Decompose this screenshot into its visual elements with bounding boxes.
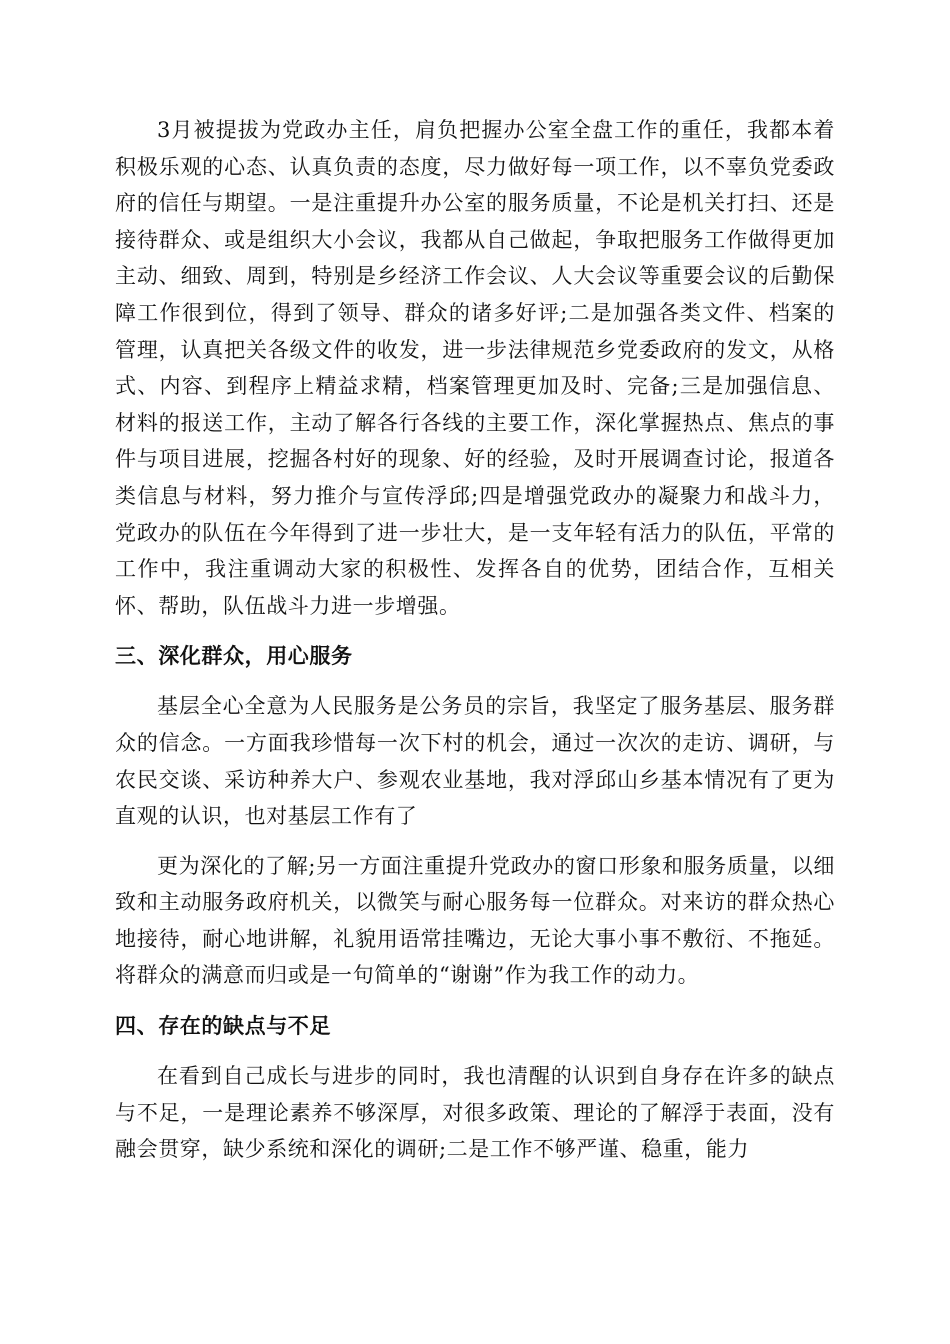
body-paragraph: 基层全心全意为人民服务是公务员的宗旨，我坚定了服务基层、服务群众的信念。一方面我珍惜每一次下村的机会，通过一次次的走访、调研，与农民交谈、采访种养大户、参观农业基地，我对浮邱山乡基本情况有了更为直观的认识，也对基层工作有了 (115, 694, 835, 829)
document-page (115, 112, 835, 1168)
section-heading-4: 四、存在的缺点与不足 (115, 1014, 331, 1039)
section-heading-3: 三、深化群众，用心服务 (115, 644, 353, 669)
body-paragraph: 更为深化的了解;另一方面注重提升党政办的窗口形象和服务质量，以细致和主动服务政府机关，以微笑与耐心服务每一位群众。对来访的群众热心地接待，耐心地讲解，礼貌用语常挂嘴边，无论大事小事不敷衍、不拖延。将群众的满意而归或是一句简单的“谢谢”作为我工作的动力。 (115, 853, 835, 988)
body-paragraph: 在看到自己成长与进步的同时，我也清醒的认识到自身存在许多的缺点与不足，一是理论素养不够深厚，对很多政策、理论的了解浮于表面，没有融会贯穿，缺少系统和深化的调研;二是工作不够严谨、稳重，能力 (115, 1064, 835, 1162)
body-paragraph: 3月被提拔为党政办主任，肩负把握办公室全盘工作的重任，我都本着积极乐观的心态、认真负责的态度，尽力做好每一项工作，以不辜负党委政府的信任与期望。一是注重提升办公室的服务质量，不论是机关打扫、还是接待群众、或是组织大小会议，我都从自己做起，争取把服务工作做得更加主动、细致、周到，特别是乡经济工作会议、人大会议等重要会议的后勤保障工作很到位，得到了领导、群众的诸多好评;二是加强各类文件、档案的管理，认真把关各级文件的收发，进一步法律规范乡党委政府的发文，从格式、内容、到程序上精益求精，档案管理更加及时、完备;三是加强信息、材料的报送工作，主动了解各行各线的主要工作，深化掌握热点、焦点的事件与项目进展，挖掘各村好的现象、好的经验，及时开展调查讨论，报道各类信息与材料，努力推介与宣传浮邱;四是增强党政办的凝聚力和战斗力，党政办的队伍在今年得到了进一步壮大，是一支年轻有活力的队伍，平常的工作中，我注重调动大家的积极性、发挥各自的优势，团结合作，互相关怀、帮助，队伍战斗力进一步增强。 (115, 118, 835, 618)
